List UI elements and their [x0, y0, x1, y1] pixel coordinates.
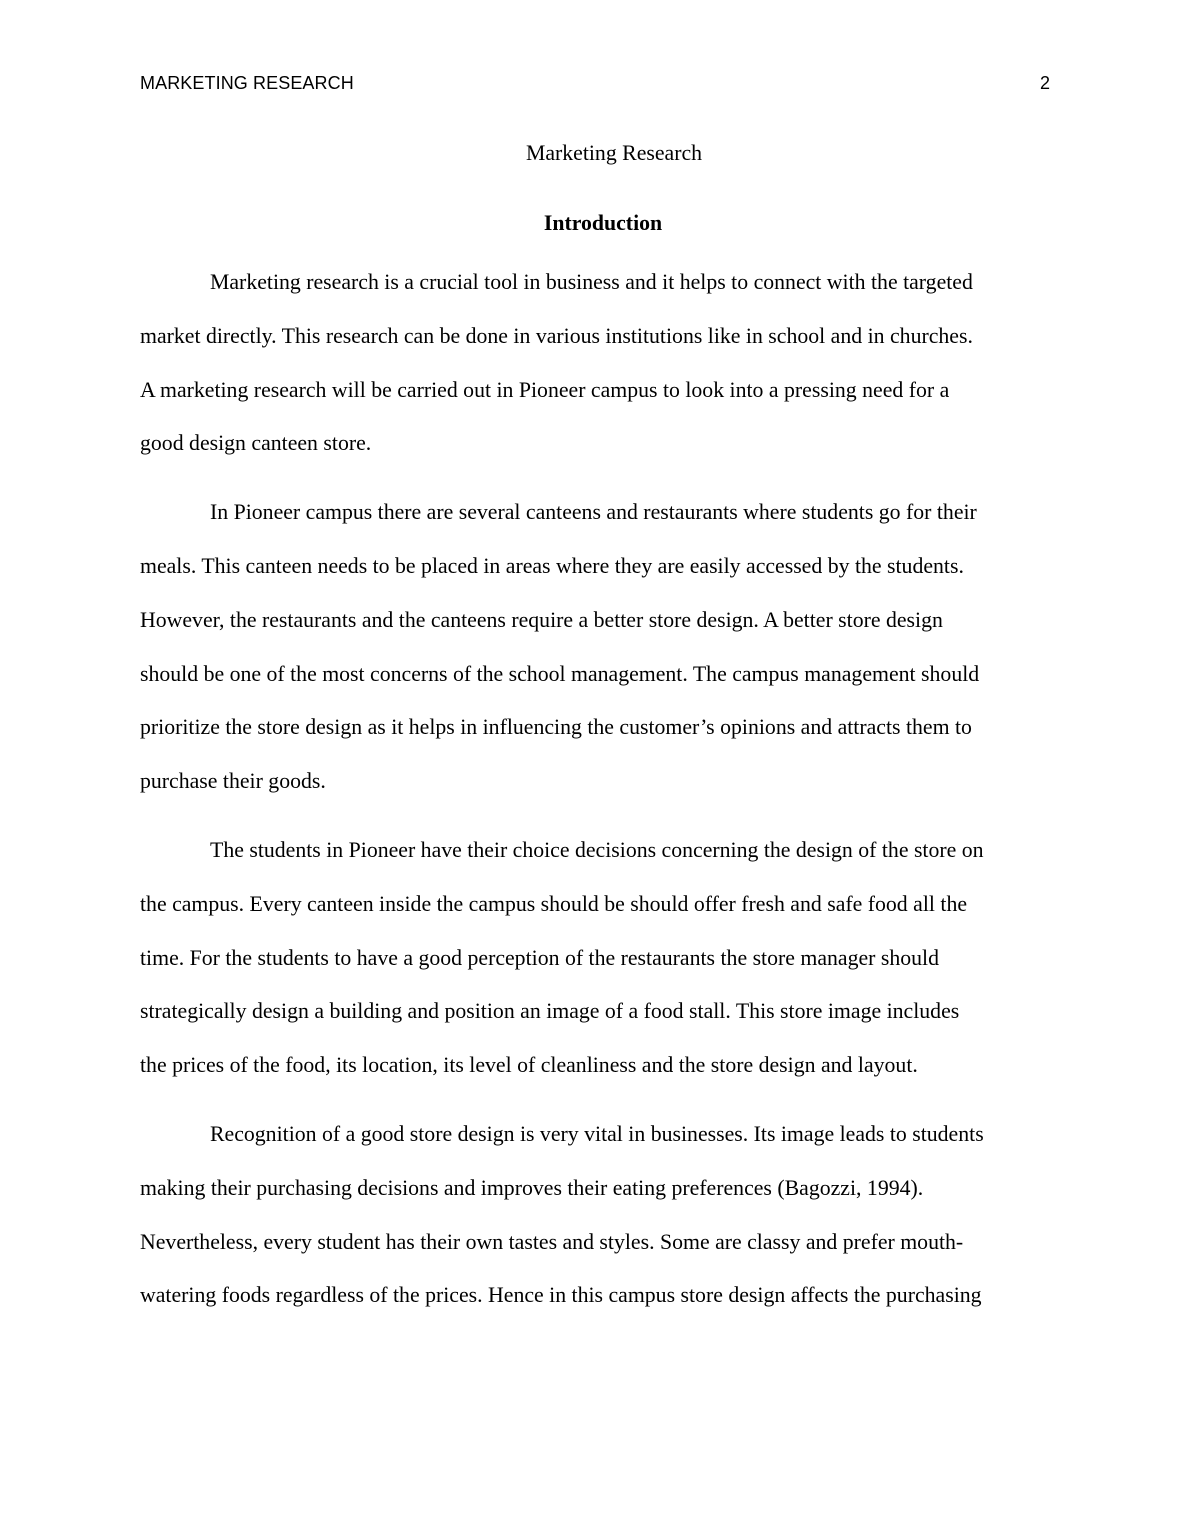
text-line: the campus. Every canteen inside the campus should be should offer fresh and safe food all the	[140, 891, 968, 916]
text-line: purchase their goods.	[140, 769, 326, 794]
section-heading: Introduction	[543, 211, 663, 235]
paragraph-2	[140, 486, 1060, 809]
text-line: time. For the students to have a good perception of the restaurants the store manager should	[140, 945, 940, 970]
paragraph-1	[140, 256, 1060, 471]
text-line: watering foods regardless of the prices. Hence in this campus store design affects the purchasing	[140, 1283, 982, 1308]
text-line: Marketing research is a crucial tool in business and it helps to connect with the targeted	[210, 270, 973, 294]
text-line: A marketing research will be carried out in Pioneer campus to look into a pressing need for a	[140, 377, 950, 402]
text-line: strategically design a building and position an image of a food stall. This store image includes	[140, 999, 960, 1024]
text-line: The students in Pioneer have their choice decisions concerning the design of the store on	[210, 837, 984, 862]
text-line: the prices of the food, its location, its level of cleanliness and the store design and layout.	[140, 1053, 918, 1078]
text-line: However, the restaurants and the canteens require a better store design. A better store design	[140, 607, 943, 632]
document-title: Marketing Research	[525, 141, 703, 165]
text-line: should be one of the most concerns of the school management. The campus management should	[140, 661, 980, 686]
page-number: 2	[1039, 73, 1050, 93]
text-line: Recognition of a good store design is very vital in businesses. Its image leads to students	[210, 1121, 984, 1146]
text-line: meals. This canteen needs to be placed in areas where they are easily accessed by the students.	[140, 553, 964, 578]
text-line: Nevertheless, every student has their own tastes and styles. Some are classy and prefer mouth-	[140, 1229, 964, 1254]
paragraph-4	[140, 1108, 1060, 1323]
text-line: making their purchasing decisions and improves their eating preferences (Bagozzi, 1994).	[140, 1175, 924, 1200]
paragraph-3	[140, 824, 1060, 1093]
text-line: good design canteen store.	[140, 431, 372, 456]
text-line: In Pioneer campus there are several canteens and restaurants where students go for their	[210, 500, 977, 525]
document-body	[140, 136, 1060, 1323]
text-line: prioritize the store design as it helps in influencing the customer’s opinions and attracts them to	[140, 715, 972, 740]
running-head: MARKETING RESEARCH	[140, 73, 354, 93]
text-line: market directly. This research can be done in various institutions like in school and in churches.	[140, 323, 973, 348]
